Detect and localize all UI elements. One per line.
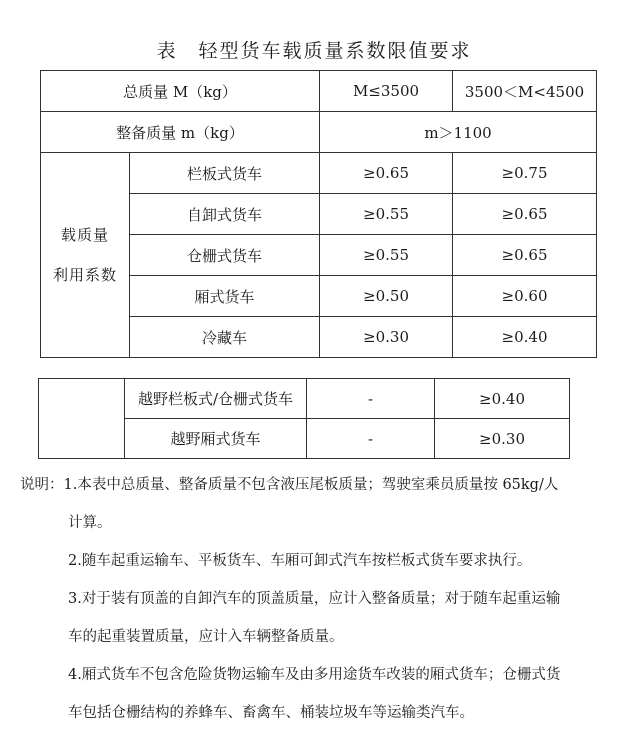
value-cell: ≥0.65 bbox=[453, 235, 597, 276]
value-cell: ≥0.40 bbox=[453, 317, 597, 358]
load-factor-group-label bbox=[41, 153, 130, 358]
value-cell: ≥0.40 bbox=[435, 379, 570, 419]
group-label-line2: 利用系数 bbox=[52, 266, 117, 284]
group-label-line1: 载质量 bbox=[60, 226, 109, 244]
notes-section bbox=[20, 466, 620, 732]
note-4-line1: 4.厢式货车不包含危险货物运输车及由多用途货车改装的厢式货车；仓栅式货 bbox=[68, 667, 561, 683]
curb-mass-value: m＞1100 bbox=[320, 112, 597, 153]
value-cell: ≥0.60 bbox=[453, 276, 597, 317]
value-cell: ≥0.65 bbox=[320, 153, 453, 194]
table-header-row bbox=[41, 71, 597, 112]
table-title: 表 轻型货车载质量系数限值要求 bbox=[156, 40, 472, 62]
value-cell: ≥0.30 bbox=[320, 317, 453, 358]
table-row bbox=[39, 379, 570, 419]
offroad-group-cell bbox=[39, 379, 125, 459]
truck-type-cell: 栏板式货车 bbox=[130, 153, 320, 194]
curb-mass-label: 整备质量 m（kg） bbox=[41, 112, 320, 153]
mass-range-1-header: M≤3500 bbox=[320, 71, 453, 112]
truck-type-cell: 越野厢式货车 bbox=[125, 419, 307, 459]
value-cell: ≥0.30 bbox=[435, 419, 570, 459]
value-cell: ≥0.65 bbox=[453, 194, 597, 235]
note-1-line2: 计算。 bbox=[68, 515, 112, 531]
value-cell: ≥0.75 bbox=[453, 153, 597, 194]
truck-type-cell: 冷藏车 bbox=[130, 317, 320, 358]
truck-type-cell: 厢式货车 bbox=[130, 276, 320, 317]
total-mass-header: 总质量 M（kg） bbox=[41, 71, 320, 112]
curb-mass-row bbox=[41, 112, 597, 153]
note-2: 2.随车起重运输车、平板货车、车厢可卸式汽车按栏板式货车要求执行。 bbox=[68, 553, 532, 569]
value-cell: - bbox=[307, 419, 435, 459]
truck-type-cell: 自卸式货车 bbox=[130, 194, 320, 235]
mass-range-2-header: 3500＜M<4500 bbox=[453, 71, 597, 112]
truck-type-cell: 仓栅式货车 bbox=[130, 235, 320, 276]
value-cell: ≥0.55 bbox=[320, 194, 453, 235]
offroad-table bbox=[38, 378, 570, 459]
value-cell: ≥0.50 bbox=[320, 276, 453, 317]
table-row bbox=[41, 153, 597, 194]
note-4-line2: 车包括仓栅结构的养蜂车、畜禽车、桶装垃圾车等运输类汽车。 bbox=[68, 705, 474, 721]
value-cell: - bbox=[307, 379, 435, 419]
note-1-line1: 说明：1.本表中总质量、整备质量不包含液压尾板质量；驾驶室乘员质量按 65kg/人 bbox=[20, 477, 559, 493]
truck-type-cell: 越野栏板式/仓栅式货车 bbox=[125, 379, 307, 419]
note-3-line1: 3.对于装有顶盖的自卸汽车的顶盖质量，应计入整备质量；对于随车起重运输 bbox=[68, 591, 561, 607]
note-3-line2: 车的起重装置质量，应计入车辆整备质量。 bbox=[68, 629, 344, 645]
value-cell: ≥0.55 bbox=[320, 235, 453, 276]
coefficient-table bbox=[40, 70, 597, 358]
